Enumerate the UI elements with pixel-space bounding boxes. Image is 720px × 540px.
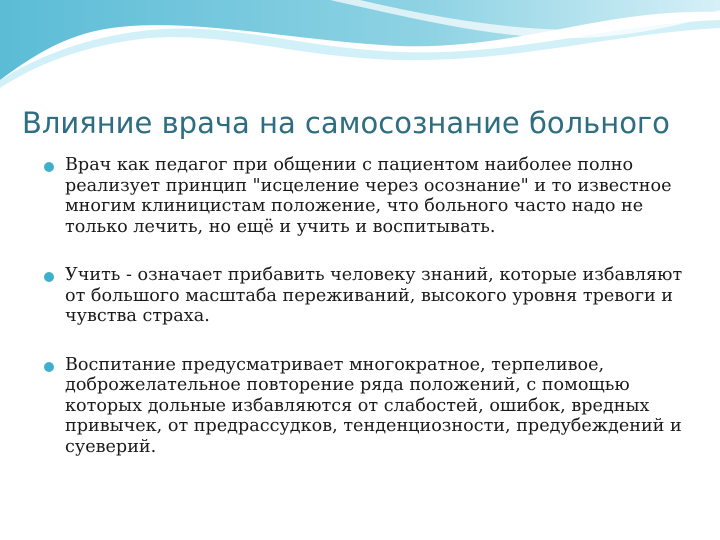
bullet-icon [44,162,54,172]
bullet-text: Воспитание предусматривает многократное, терпеливое, доброжелательное повторение ряда положений, с помощью которых дольные избавляются от слабостей, ошибок, вредных привычек, от предрассудков, тенденциозности, предубеждений и суеверий. [65,354,682,457]
bullet-list [44,155,694,485]
bullet-item [44,355,694,458]
header-wave-decoration [0,0,720,90]
bullet-item [44,155,694,237]
bullet-text: Врач как педагог при общении с пациентом наиболее полно реализует принцип "исцеление через осознание" и то известное многим клиницистам положение, что больного часто надо не только лечить, но ещё и учить и воспитывать. [65,155,672,237]
slide-title: Влияние врача на самосознание больного [22,106,670,140]
bullet-icon [44,362,54,372]
bullet-icon [44,272,54,282]
bullet-text: Учить - означает прибавить человеку знаний, которые избавляют от большого масштаба переживаний, высокого уровня тревоги и чувства страха. [65,265,683,326]
bullet-item [44,265,694,327]
